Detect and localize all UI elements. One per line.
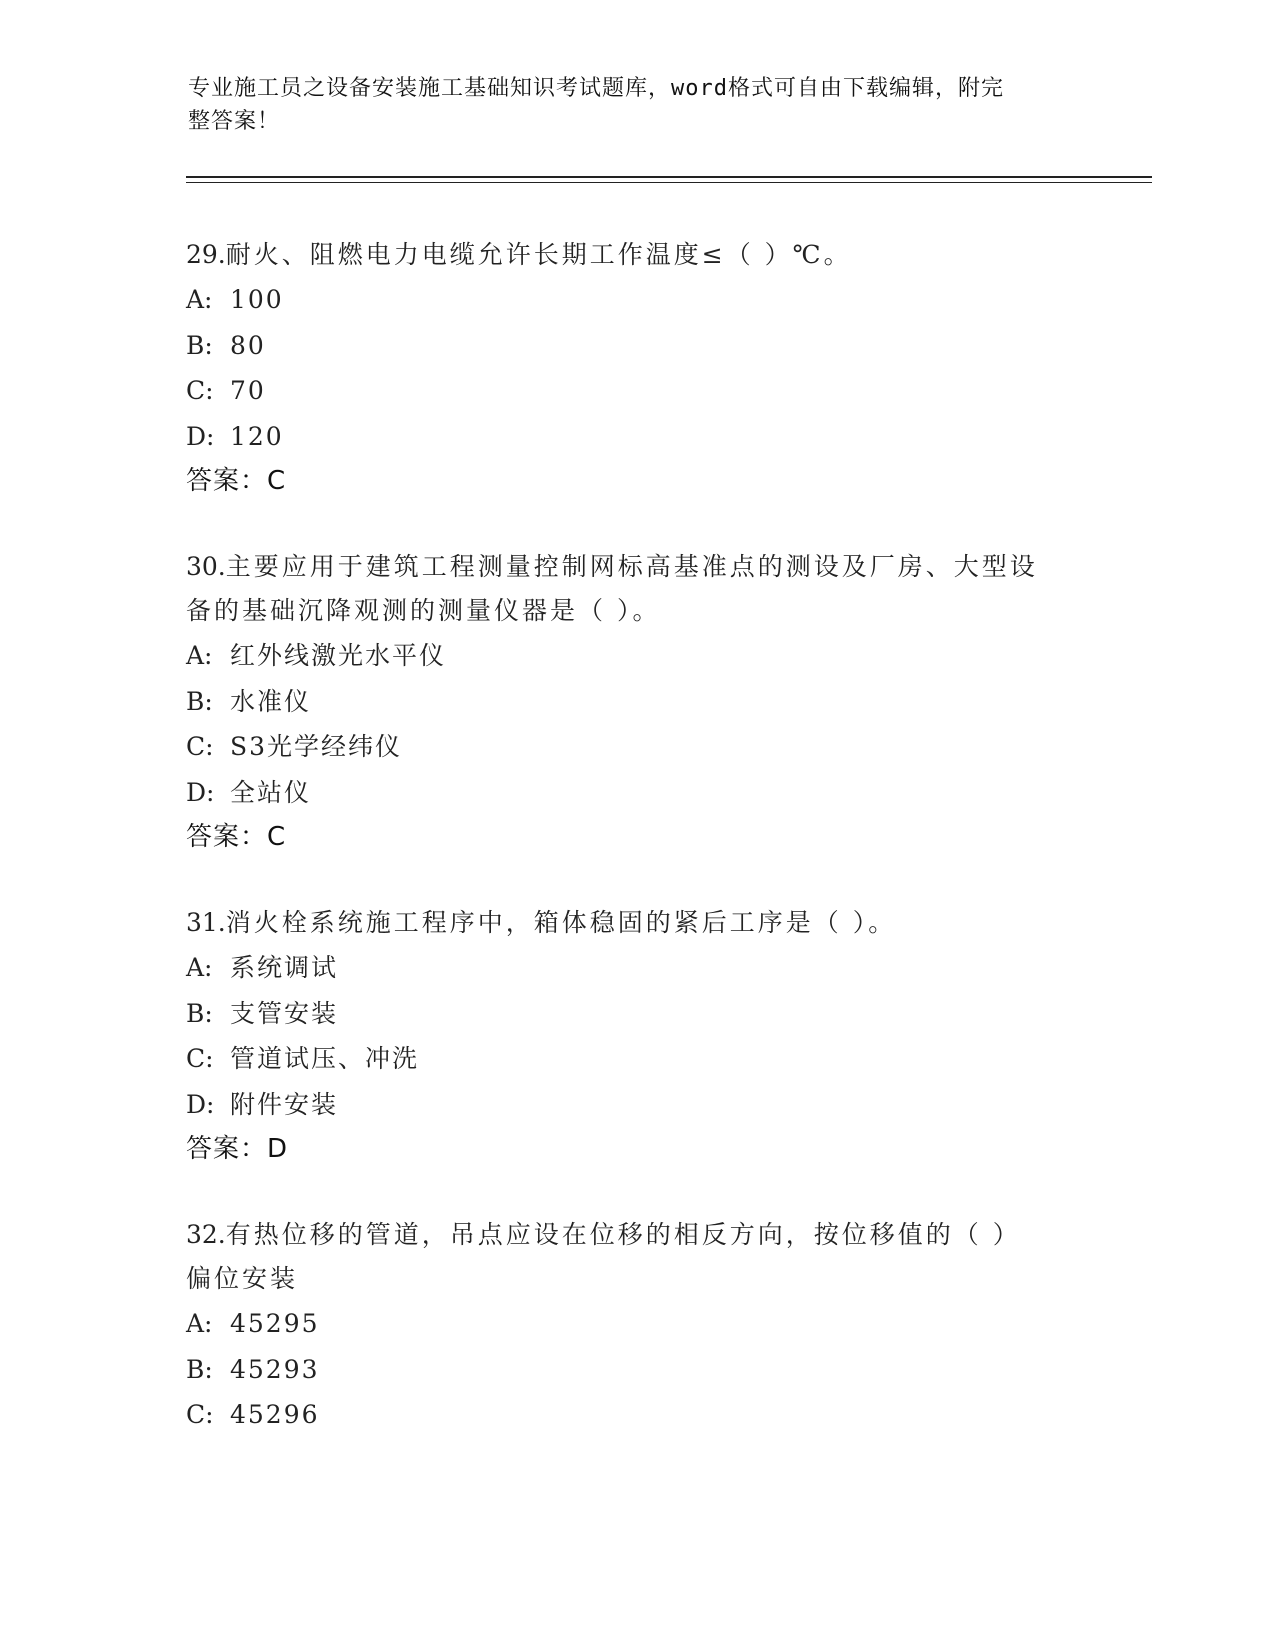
option-text: 红外线激光水平仪 xyxy=(230,641,447,670)
option-c xyxy=(186,724,1086,770)
option-key: D: xyxy=(186,777,215,807)
question-29 xyxy=(186,233,1086,503)
option-text: 全站仪 xyxy=(230,777,312,807)
option-key: C: xyxy=(186,376,214,405)
option-c xyxy=(186,368,1086,414)
option-text: 支管安装 xyxy=(230,998,339,1028)
option-text: 水准仪 xyxy=(230,686,312,716)
option-key: A: xyxy=(186,285,213,314)
question-32 xyxy=(186,1213,1086,1438)
question-text xyxy=(186,1213,1086,1257)
option-key: B: xyxy=(186,998,213,1028)
option-key: A: xyxy=(186,1309,213,1338)
option-a xyxy=(186,277,1086,323)
option-d xyxy=(186,770,1086,816)
answer-text: 答案：C xyxy=(186,822,287,852)
question-text xyxy=(186,233,1086,277)
question-text-line: 消火栓系统施工程序中，箱体稳固的紧后工序是（ ）。 xyxy=(225,908,897,937)
question-number: 29. xyxy=(186,240,226,269)
option-key: A: xyxy=(186,953,213,982)
option-text: 附件安装 xyxy=(230,1089,339,1119)
header-line-1: 专业施工员之设备安装施工基础知识考试题库，word格式可自由下载编辑，附完 xyxy=(188,76,1004,101)
option-d xyxy=(186,1082,1086,1128)
header-divider-thin xyxy=(186,182,1152,183)
option-a xyxy=(186,945,1086,991)
answer-text: 答案：C xyxy=(186,466,287,496)
answer-text: 答案：D xyxy=(186,1134,289,1164)
option-b xyxy=(186,679,1086,725)
option-b xyxy=(186,323,1086,369)
option-text: 系统调试 xyxy=(230,953,339,982)
option-c xyxy=(186,1036,1086,1082)
question-31 xyxy=(186,901,1086,1171)
header-divider-thick xyxy=(186,176,1152,178)
option-b xyxy=(186,1347,1086,1393)
header-line-2: 整答案！ xyxy=(188,109,281,134)
question-number: 32. xyxy=(186,1220,226,1249)
option-text: 100 xyxy=(230,285,284,314)
document-header xyxy=(188,72,1068,138)
question-text-continued: 备的基础沉降观测的测量仪器是（ ）。 xyxy=(186,596,661,625)
option-key: B: xyxy=(186,330,213,360)
option-key: A: xyxy=(186,641,213,670)
option-a xyxy=(186,633,1086,679)
option-key: C: xyxy=(186,732,214,761)
option-a xyxy=(186,1301,1086,1347)
question-text xyxy=(186,545,1086,589)
option-b xyxy=(186,991,1086,1037)
question-text-continued: 偏位安装 xyxy=(186,1264,299,1293)
question-number: 30. xyxy=(186,552,226,581)
question-30 xyxy=(186,545,1086,859)
option-c xyxy=(186,1392,1086,1438)
option-key: B: xyxy=(186,1354,213,1384)
option-text: 80 xyxy=(230,330,266,360)
option-key: B: xyxy=(186,686,213,716)
option-key: C: xyxy=(186,1400,214,1429)
question-list xyxy=(186,233,1086,1480)
option-text: S3光学经纬仪 xyxy=(230,732,403,761)
option-key: C: xyxy=(186,1044,214,1073)
question-text-line: 耐火、阻燃电力电缆允许长期工作温度≤（ ）℃。 xyxy=(225,240,852,269)
option-key: D: xyxy=(186,421,215,451)
question-text-line: 有热位移的管道，吊点应设在位移的相反方向，按位移值的（ ） xyxy=(225,1220,1021,1249)
question-text xyxy=(186,901,1086,945)
option-d xyxy=(186,414,1086,460)
option-text: 70 xyxy=(230,376,266,405)
question-text-line: 主要应用于建筑工程测量控制网标高基准点的测设及厂房、大型设 xyxy=(225,552,1038,581)
question-number: 31. xyxy=(186,908,226,937)
option-text: 45293 xyxy=(230,1354,320,1384)
option-text: 45296 xyxy=(230,1400,320,1429)
option-text: 120 xyxy=(230,421,284,451)
option-key: D: xyxy=(186,1089,215,1119)
option-text: 45295 xyxy=(230,1309,320,1338)
option-text: 管道试压、冲洗 xyxy=(230,1044,420,1073)
